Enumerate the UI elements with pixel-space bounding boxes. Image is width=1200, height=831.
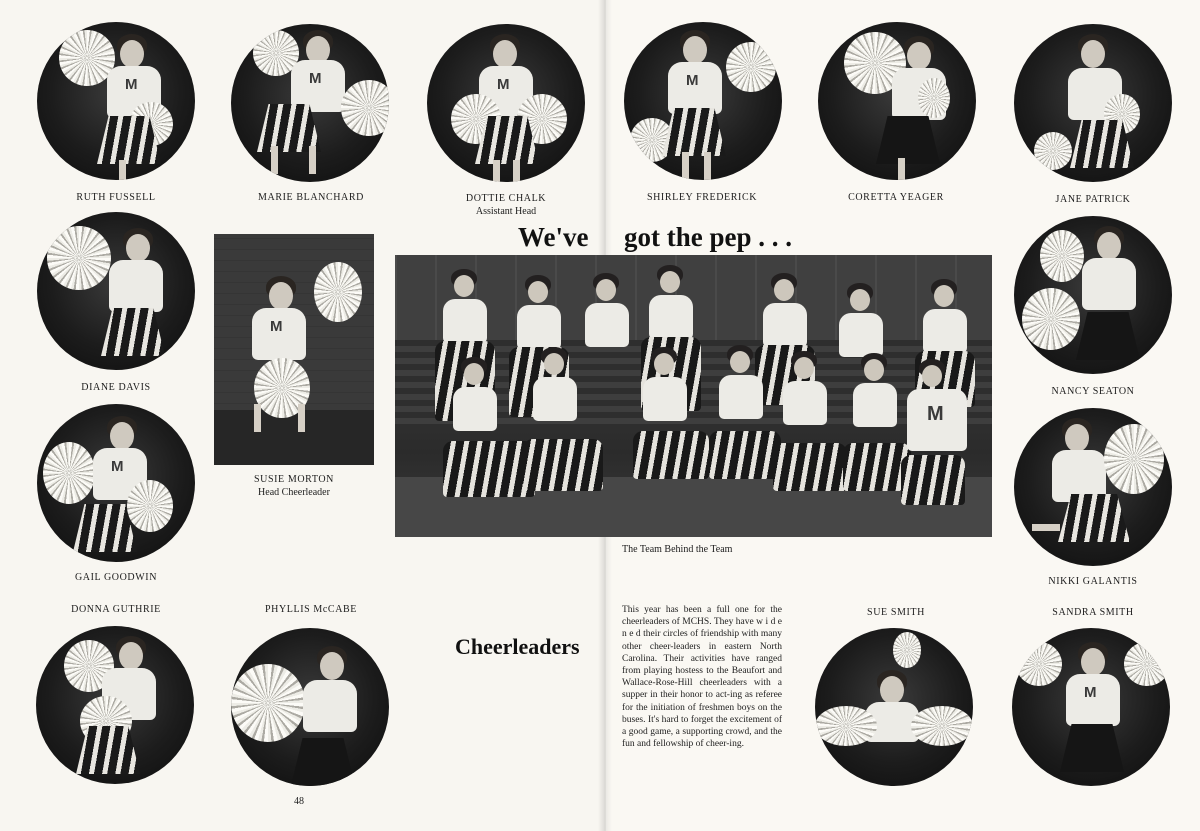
cheerleader-figure — [815, 628, 973, 786]
photo-role-susie-morton: Head Cheerleader — [258, 487, 330, 498]
body-text: This year has been a full one for the cheerleaders of MCHS. They have w i d e n e d their circles of friendship with many other cheer-leaders in eastern North Carolina. Their activities have ranged from playing hostess to the Beaufort and Wallace-Rose-Hill cheerleaders with a supper in their honor to act-ing as referee for the initiation of freshmen boys on the buses. It's hard to forget the excitement of a good game, a supporting crowd, and the fun and fellowship of cheer-ing. — [622, 605, 782, 750]
page-number: 48 — [294, 796, 304, 807]
portrait-photo-phyllis-mccabe — [231, 628, 389, 786]
portrait-photo-dottie-chalk — [427, 24, 585, 182]
portrait-name-coretta-yeager: CORETTA YEAGER — [848, 192, 944, 203]
portrait-photo-sandra-smith — [1012, 628, 1170, 786]
group-photo: M — [395, 255, 992, 537]
cheerleader-figure: M — [37, 22, 195, 180]
portrait-name-phyllis-mccabe: PHYLLIS McCABE — [264, 604, 357, 615]
portrait-photo-nikki-galantis — [1014, 408, 1172, 566]
portrait-photo-ruth-fussell — [37, 22, 195, 180]
portrait-name-marie-blanchard: MARIE BLANCHARD — [258, 192, 364, 203]
section-title: Cheerleaders — [455, 634, 580, 659]
cheerleader-figure — [1014, 216, 1172, 374]
headline-right: got the pep . . . — [624, 222, 792, 252]
portrait-photo-nancy-seaton — [1014, 216, 1172, 374]
portrait-name-dottie-chalk: DOTTIE CHALK — [465, 193, 547, 204]
cheerleader-figure: M — [1012, 628, 1170, 786]
portrait-name-jane-patrick: JANE PATRICK — [1055, 194, 1131, 205]
photo-susie-morton — [214, 234, 374, 465]
photo-name-susie-morton: SUSIE MORTON — [253, 474, 335, 485]
cheerleader-figure: M — [427, 24, 585, 182]
cheerleader-figure — [231, 628, 389, 786]
portrait-photo-shirley-frederick — [624, 22, 782, 180]
cheerleader-figure: M — [231, 24, 389, 182]
portrait-name-sandra-smith: SANDRA SMITH — [1052, 607, 1134, 618]
headline-left: We've — [518, 222, 589, 252]
portrait-photo-donna-guthrie — [36, 626, 194, 784]
portrait-role-dottie-chalk: Assistant Head — [475, 206, 537, 217]
portrait-name-shirley-frederick: SHIRLEY FREDERICK — [646, 192, 758, 203]
portrait-photo-sue-smith — [815, 628, 973, 786]
cheerleader-figure — [37, 212, 195, 370]
portrait-name-ruth-fussell: RUTH FUSSELL — [76, 192, 156, 203]
portrait-photo-diane-davis — [37, 212, 195, 370]
cheerleader-figure: M — [624, 22, 782, 180]
cheerleader-figure — [818, 22, 976, 180]
cheerleader-figure: M — [37, 404, 195, 562]
portrait-photo-marie-blanchard — [231, 24, 389, 182]
portrait-name-gail-goodwin: GAIL GOODWIN — [74, 572, 158, 583]
group-photo-caption: The Team Behind the Team — [622, 544, 733, 555]
portrait-name-diane-davis: DIANE DAVIS — [81, 382, 151, 393]
cheerleader-figure — [36, 626, 194, 784]
portrait-name-nancy-seaton: NANCY SEATON — [1051, 386, 1135, 397]
portrait-name-donna-guthrie: DONNA GUTHRIE — [71, 604, 161, 615]
cheerleader-figure: M — [214, 234, 374, 465]
portrait-name-nikki-galantis: NIKKI GALANTIS — [1048, 576, 1138, 587]
cheerleader-figure — [1014, 408, 1172, 566]
cheerleader-figure — [1014, 24, 1172, 182]
portrait-name-sue-smith: SUE SMITH — [867, 607, 925, 618]
portrait-photo-coretta-yeager — [818, 22, 976, 180]
portrait-photo-gail-goodwin — [37, 404, 195, 562]
portrait-photo-jane-patrick — [1014, 24, 1172, 182]
